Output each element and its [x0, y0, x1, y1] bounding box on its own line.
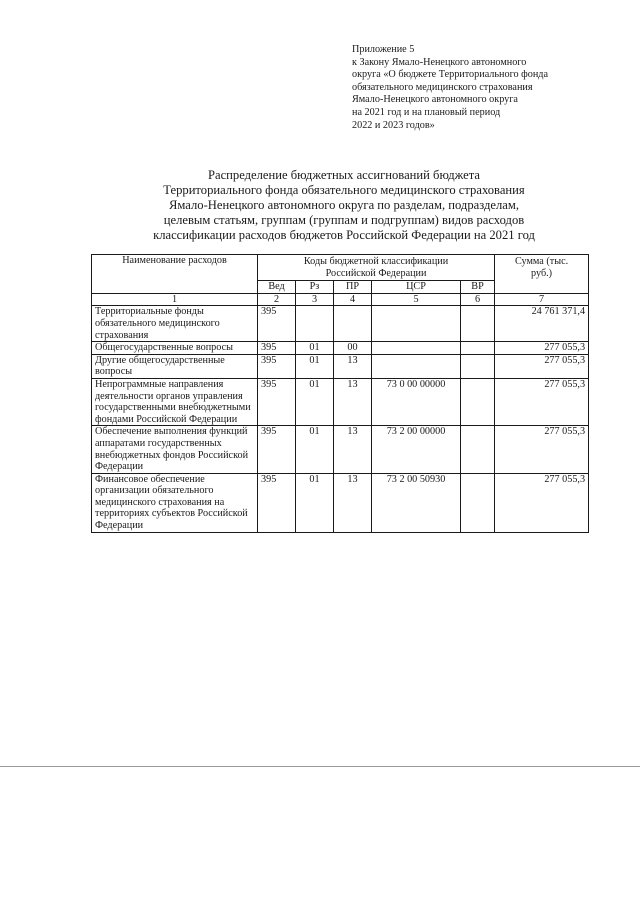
row-ved: 395 [258, 354, 296, 378]
column-number: 5 [372, 293, 461, 306]
row-ved: 395 [258, 378, 296, 425]
row-pr [334, 306, 372, 342]
row-name: Обеспечение выполнения функций аппаратами государственных внебюджетных фондов Российской Федерации [92, 426, 258, 473]
row-csr: 73 2 00 50930 [372, 473, 461, 532]
table-row [92, 378, 589, 425]
row-rz: 01 [296, 354, 334, 378]
column-number: 3 [296, 293, 334, 306]
row-vr [461, 342, 495, 355]
annex-line: к Закону Ямало-Ненецкого автономного [352, 56, 527, 68]
row-pr: 13 [334, 378, 372, 425]
annex-line: Приложение 5 [352, 44, 415, 55]
table-row [92, 306, 589, 342]
row-sum: 277 055,3 [495, 378, 589, 425]
header-ved: Вед [258, 281, 296, 294]
column-number: 1 [92, 293, 258, 306]
row-vr [461, 426, 495, 473]
annex-line: Ямало-Ненецкого автономного округа [352, 94, 518, 106]
column-number: 6 [461, 293, 495, 306]
row-ved: 395 [258, 306, 296, 342]
annex-line: на 2021 год и на плановый период [352, 106, 501, 118]
row-ved: 395 [258, 426, 296, 473]
row-sum: 277 055,3 [495, 342, 589, 355]
row-csr [372, 306, 461, 342]
title-line: Территориального фонда обязательного медицинского страхования [163, 183, 525, 197]
table-row [92, 473, 589, 532]
title-line: Распределение бюджетных ассигнований бюджета [208, 168, 480, 182]
header-sum: Сумма (тыс. руб.) [495, 255, 589, 294]
annex-header [352, 44, 622, 132]
row-csr [372, 354, 461, 378]
row-pr: 13 [334, 354, 372, 378]
row-pr: 13 [334, 473, 372, 532]
table-header-row [92, 255, 589, 281]
header-name: Наименование расходов [92, 255, 258, 294]
row-name: Общегосударственные вопросы [92, 342, 258, 355]
row-vr [461, 473, 495, 532]
column-number-row [92, 293, 589, 306]
row-sum: 277 055,3 [495, 354, 589, 378]
row-rz: 01 [296, 426, 334, 473]
header-codes: Коды бюджетной классификации Российской Федерации [258, 255, 495, 281]
row-rz: 01 [296, 378, 334, 425]
document-title [100, 168, 588, 243]
row-sum: 24 761 371,4 [495, 306, 589, 342]
row-rz: 01 [296, 342, 334, 355]
title-line: классификации расходов бюджетов Российской Федерации на 2021 год [153, 228, 535, 242]
header-vr: ВР [461, 281, 495, 294]
row-vr [461, 378, 495, 425]
title-line: целевым статьям, группам (группам и подгруппам) видов расходов [163, 213, 525, 227]
row-vr [461, 354, 495, 378]
table-row [92, 426, 589, 473]
row-csr [372, 342, 461, 355]
annex-line: обязательного медицинского страхования [352, 81, 533, 93]
column-number: 7 [495, 293, 589, 306]
header-pr: ПР [334, 281, 372, 294]
row-name: Другие общегосударственные вопросы [92, 354, 258, 378]
header-csr: ЦСР [372, 281, 461, 294]
row-sum: 277 055,3 [495, 473, 589, 532]
column-number: 2 [258, 293, 296, 306]
annex-line: 2022 и 2023 годов» [352, 119, 435, 131]
row-ved: 395 [258, 473, 296, 532]
table-row [92, 342, 589, 355]
row-name: Финансовое обеспечение организации обязательного медицинского страхования на территориях субъектов Российской Федерации [92, 473, 258, 532]
row-sum: 277 055,3 [495, 426, 589, 473]
row-csr: 73 0 00 00000 [372, 378, 461, 425]
column-number: 4 [334, 293, 372, 306]
title-line: Ямало-Ненецкого автономного округа по разделам, подразделам, [169, 198, 519, 212]
budget-table [91, 254, 589, 533]
row-rz [296, 306, 334, 342]
row-csr: 73 2 00 00000 [372, 426, 461, 473]
annex-line: округа «О бюджете Территориального фонда [352, 69, 549, 81]
header-rz: Рз [296, 281, 334, 294]
table-row [92, 354, 589, 378]
row-ved: 395 [258, 342, 296, 355]
row-rz: 01 [296, 473, 334, 532]
row-name: Территориальные фонды обязательного медицинского страхования [92, 306, 258, 342]
row-pr: 00 [334, 342, 372, 355]
row-name: Непрограммные направления деятельности органов управления государственными внебюджетными фондами Российской Федерации [92, 378, 258, 425]
row-vr [461, 306, 495, 342]
row-pr: 13 [334, 426, 372, 473]
